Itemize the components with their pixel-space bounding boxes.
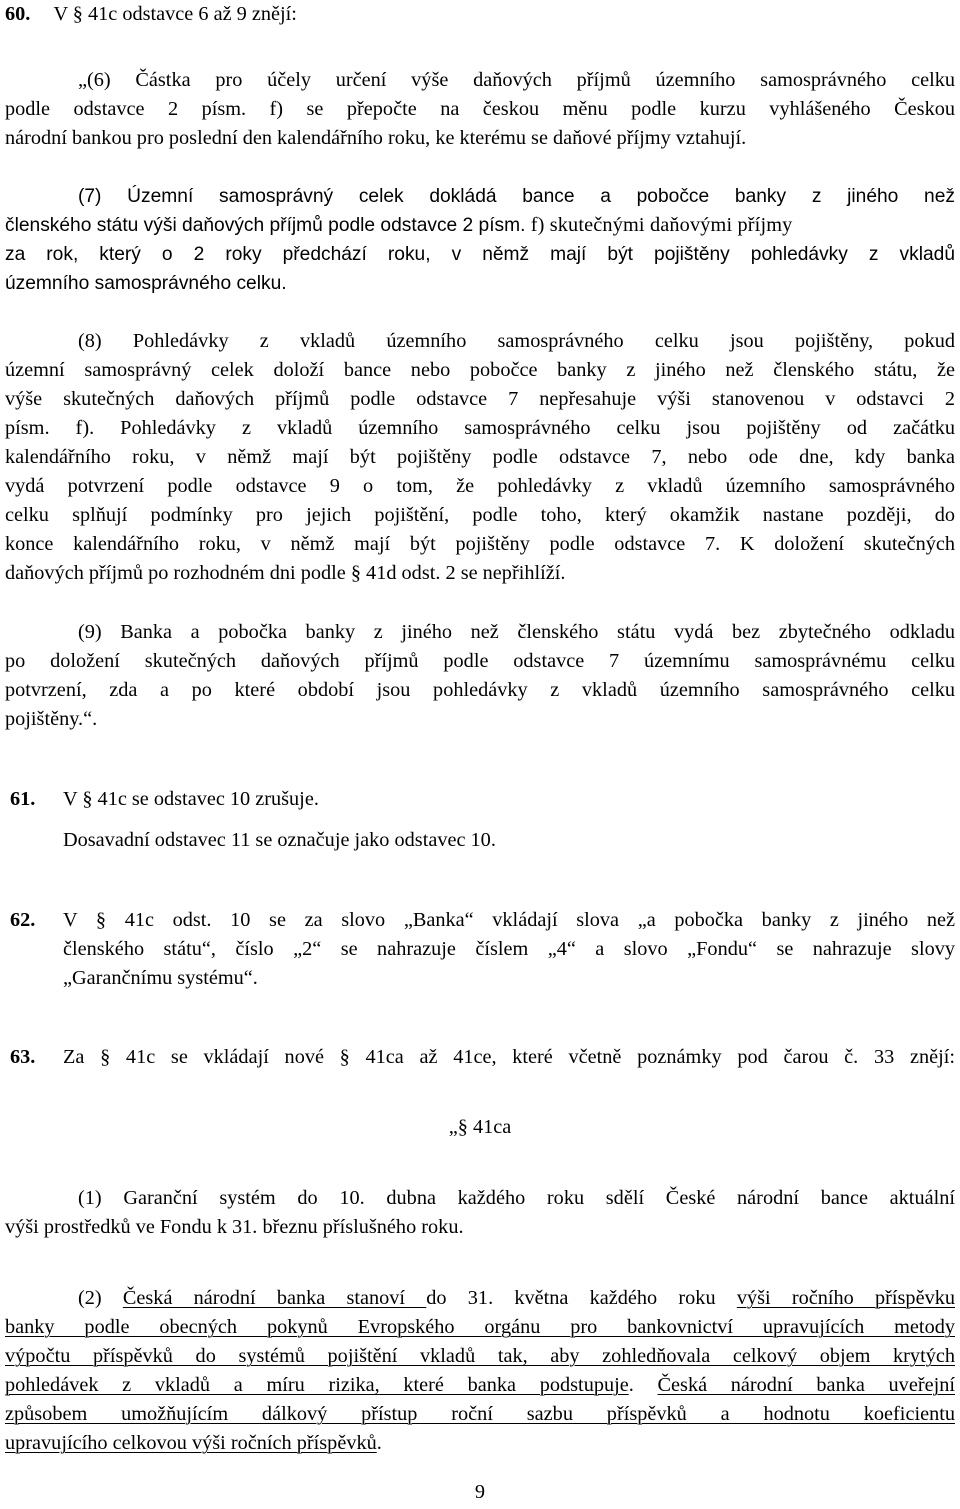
paragraph-9-line: (9) Banka a pobočka banky z jiného než členského státu vydá bez zbytečného odkladu: [78, 621, 955, 643]
section-paragraph-2-line: banky podle obecných pokynů Evropského orgánu pro bankovnictví upravujících metody: [5, 1316, 955, 1338]
item-63-text: Za § 41c se vkládají nové § 41ca až 41ce, které včetně poznámky pod čarou č. 33 znějí:: [63, 1046, 955, 1068]
paragraph-8-line: (8) Pohledávky z vkladů územního samosprávného celku jsou pojištěny, pokud: [78, 330, 955, 352]
section-paragraph-2-line: [78, 1284, 955, 1313]
underlined-text: pohledávek z vkladů a míru rizika, které banka podstupuje: [5, 1374, 629, 1396]
item-number: 63.: [10, 1046, 36, 1068]
paragraph-7-line: územního samosprávného celku.: [5, 273, 287, 294]
paragraph-6-line: „(6) Částka pro účely určení výše daňových příjmů územního samosprávného celku: [78, 69, 955, 91]
paragraph-number: (2): [78, 1287, 123, 1309]
item-text: V § 41c se odstavec 10 zrušuje.: [63, 788, 319, 810]
paragraph-7-line: (7) Územní samosprávný celek dokládá bance a pobočce banky z jiného než: [78, 186, 955, 207]
underlined-text: výši ročního příspěvku: [736, 1287, 955, 1309]
paragraph-9-line: potvrzení, zda a po které období jsou pohledávky z vkladů územního samosprávného celku: [5, 679, 955, 701]
section-paragraph-1-line: výši prostředků ve Fondu k 31. březnu příslušného roku.: [5, 1216, 464, 1238]
underlined-text: Česká národní banka uveřejní: [657, 1374, 955, 1396]
paragraph-7-line: [5, 211, 955, 240]
underlined-text: upravujícího celkovou výši ročních příspěvků: [5, 1432, 377, 1454]
section-paragraph-2-line: způsobem umožňujícím dálkový přístup roční sazbu příspěvků a hodnotu koeficientu: [5, 1403, 955, 1425]
paragraph-8-line: konce kalendářního roku, v němž mají být pojištěny podle odstavce 7. K doložení skutečných: [5, 533, 955, 555]
section-paragraph-2-line: výpočtu příspěvků do systémů pojištění vkladů tak, aby zohledňovala celkový objem krytých: [5, 1345, 955, 1367]
paragraph-8-line: vydá potvrzení podle odstavce 9 o tom, že pohledávky z vkladů územního samosprávného: [5, 475, 955, 497]
paragraph-7-serif-part: f) skutečnými daňovými příjmy: [525, 214, 793, 236]
item-number: 62.: [10, 909, 36, 931]
item-62-line: V § 41c odst. 10 se za slovo „Banka“ vkládají slova „a pobočka banky z jiného než: [63, 909, 955, 931]
item-number: 61.: [10, 788, 36, 810]
item-62-line: členského státu“, číslo „2“ se nahrazuje číslem „4“ a slovo „Fondu“ se nahrazuje slovy: [63, 938, 955, 960]
page-number: 9: [474, 1481, 486, 1503]
section-paragraph-2-line: [5, 1371, 955, 1400]
paragraph-8-line: písm. f). Pohledávky z vkladů územního samosprávného celku jsou pojištěny od začátku: [5, 417, 955, 439]
plain-text: do 31. května každého roku: [426, 1287, 737, 1309]
section-paragraph-2-line: [5, 1429, 955, 1458]
item-61-note: Dosavadní odstavec 11 se označuje jako odstavec 10.: [63, 829, 496, 851]
plain-text: .: [628, 1374, 658, 1396]
item-60-heading: [5, 0, 955, 29]
paragraph-8-line: daňových příjmů po rozhodném dni podle § 41d odst. 2 se nepřihlíží.: [5, 562, 566, 584]
paragraph-8-line: územní samosprávný celek doloží bance nebo pobočce banky z jiného než členského státu, že: [5, 359, 955, 381]
item-text: V § 41c odstavce 6 až 9 znějí:: [53, 3, 297, 25]
paragraph-7-sans-part: členského státu výši daňových příjmů podle odstavce 2 písm.: [5, 215, 526, 236]
paragraph-7-line: za rok, který o 2 roky předchází roku, v němž mají být pojištěny pohledávky z vkladů: [5, 244, 955, 265]
item-62-line: „Garančnímu systému“.: [63, 967, 258, 989]
paragraph-8-line: kalendářního roku, v němž mají být pojištěny podle odstavce 7, nebo ode dne, kdy banka: [5, 446, 955, 468]
paragraph-9-line: pojištěny.“.: [5, 708, 98, 730]
item-number: 60.: [5, 3, 31, 25]
paragraph-6-line: národní bankou pro poslední den kalendářního roku, ke kterému se daňové příjmy vztahují.: [5, 127, 747, 149]
paragraph-6-line: podle odstavce 2 písm. f) se přepočte na českou měnu podle kurzu vyhlášeného Českou: [5, 98, 955, 120]
underlined-text: Česká národní banka stanoví: [122, 1287, 427, 1309]
paragraph-8-line: výše skutečných daňových příjmů podle odstavce 7 nepřesahuje výši stanovenou v odstavci 2: [5, 388, 955, 410]
paragraph-9-line: po doložení skutečných daňových příjmů podle odstavce 7 územnímu samosprávnému celku: [5, 650, 955, 672]
section-title: „§ 41ca: [448, 1116, 512, 1138]
section-paragraph-1-line: (1) Garanční systém do 10. dubna každého roku sdělí České národní bance aktuální: [78, 1187, 955, 1209]
paragraph-8-line: celku splňují podmínky pro jejich pojištění, podle toho, který okamžik nastane později, do: [5, 504, 955, 526]
plain-text: .: [376, 1432, 382, 1454]
